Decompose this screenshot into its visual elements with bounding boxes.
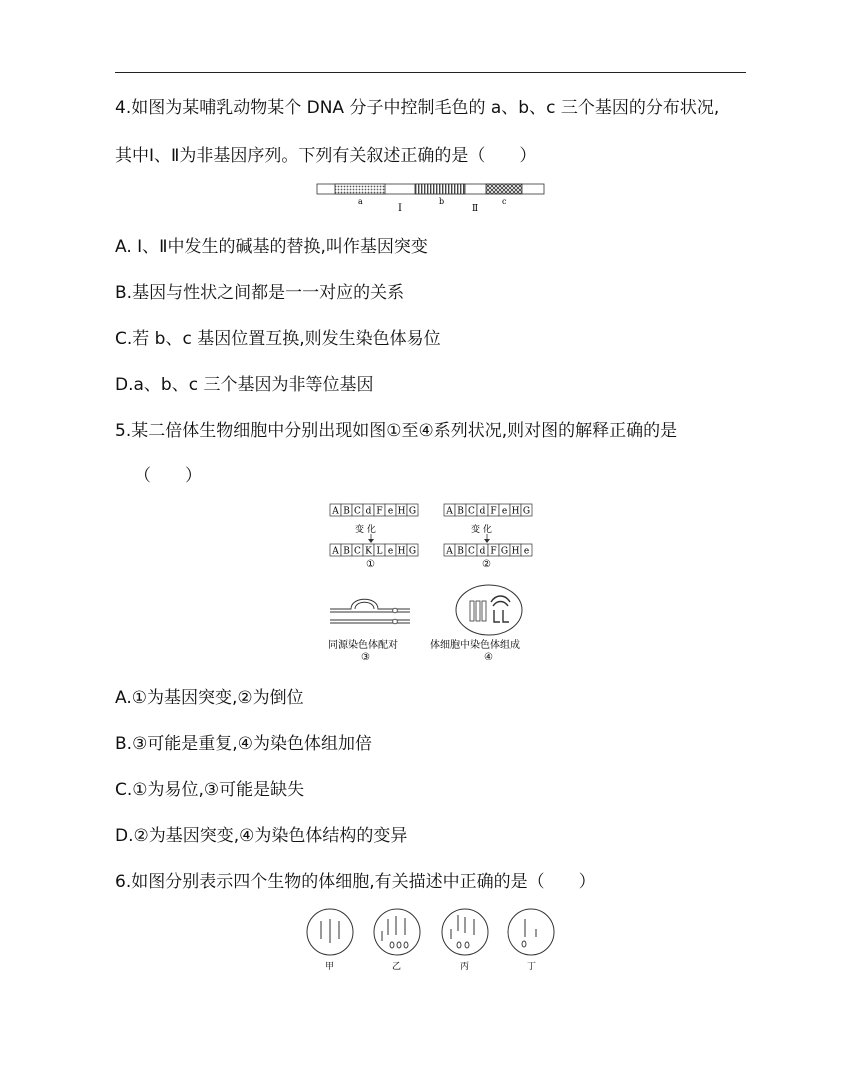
gene-letter: H (397, 506, 406, 517)
gene-letter: d (479, 546, 486, 557)
gene-letter: B (457, 546, 464, 557)
gene-label-c: c (502, 197, 507, 206)
gene-letter: L (376, 546, 383, 557)
gene-letter: e (387, 546, 394, 557)
panel1-number: ① (366, 559, 375, 570)
gene-b-segment (415, 184, 465, 194)
q5-stem-line1: 5.某二倍体生物细胞中分别出现如图①至④系列状况,则对图的解释正确的是 (115, 421, 678, 441)
q6-stem-line1: 6.如图分别表示四个生物的体细胞,有关描述中正确的是（ ） (115, 872, 596, 892)
panel4-caption: 体细胞中染色体组成 (430, 640, 520, 651)
gene-letter: F (376, 506, 383, 517)
q5-option-a: A.①为基因突变,②为倒位 (115, 688, 304, 708)
gene-letter: A (332, 546, 339, 557)
gene-letter: e (523, 546, 530, 557)
gene-label-a: a (358, 197, 363, 206)
gene-c-segment (486, 184, 522, 194)
gene-letter: H (397, 546, 406, 557)
q4-option-d: D.a、b、c 三个基因为非等位基因 (115, 375, 374, 395)
q5-option-c: C.①为易位,③可能是缺失 (115, 780, 305, 800)
gene-letter: A (332, 506, 339, 517)
q4-option-c: C.若 b、c 基因位置互换,则发生染色体易位 (115, 329, 441, 349)
gene-a-segment (335, 184, 385, 194)
gene-label-I: Ⅰ (398, 203, 402, 214)
cell-label-jia: 甲 (325, 962, 335, 972)
cell-label-ding: 丁 (527, 962, 537, 972)
gene-letter: G (522, 506, 531, 517)
gene-letter: G (408, 506, 417, 517)
gene-letter: B (457, 506, 464, 517)
cell-label-bing: 丙 (460, 962, 470, 972)
panel2-bottom-row (444, 544, 532, 557)
panel4-number: ④ (484, 652, 493, 660)
gene-letter: K (365, 546, 372, 557)
cell-bing (442, 909, 488, 955)
gene-letter: G (408, 546, 417, 557)
cell-jia (307, 909, 353, 955)
gene-letter: H (511, 506, 520, 517)
gene-letter: F (490, 506, 497, 517)
gene-letter: B (343, 506, 350, 517)
cell-ding (508, 909, 554, 955)
gene-letter: d (479, 506, 486, 517)
panel3-number: ③ (361, 652, 370, 660)
gene-letter: d (365, 506, 372, 517)
panel2-top-row (444, 504, 532, 517)
gene-letter: F (490, 546, 497, 557)
gene-letter: C (468, 546, 475, 557)
cell-yi (374, 909, 420, 955)
q4-stem-line1: 4.如图为某哺乳动物某个 DNA 分子中控制毛色的 a、b、c 三个基因的分布状况, (115, 98, 720, 118)
gene-letter: C (354, 506, 361, 517)
panel2-arrow-head (484, 539, 490, 543)
gene-letter: e (387, 506, 394, 517)
cell-label-yi: 乙 (392, 962, 402, 972)
panel1-change-label: 变 化 (355, 525, 376, 535)
panel2-number: ② (482, 559, 491, 570)
panel2-change-label: 变 化 (471, 525, 492, 535)
panel1-bottom-row (330, 544, 418, 557)
panel3-chromosome-pair (330, 599, 410, 624)
gene-letter: C (354, 546, 361, 557)
q5-option-b: B.③可能是重复,④为染色体组加倍 (115, 734, 372, 754)
q4-dna-figure (316, 182, 546, 214)
gene-letter: B (343, 546, 350, 557)
header-rule (115, 72, 746, 73)
gene-label-b: b (439, 197, 445, 206)
panel3-caption: 同源染色体配对 (328, 640, 398, 651)
panel1-arrow-head (368, 539, 374, 543)
gene-letter: e (501, 506, 508, 517)
q5-stem-line2: （ ） (134, 466, 202, 486)
q5-option-d: D.②为基因突变,④为染色体结构的变异 (115, 826, 408, 846)
q6-cells-figure (304, 905, 560, 977)
gene-letter: H (511, 546, 520, 557)
q4-stem-line2: 其中Ⅰ、Ⅱ为非基因序列。下列有关叙述正确的是（ ） (115, 146, 537, 166)
gene-letter: A (446, 506, 453, 517)
q5-figure (326, 500, 536, 660)
panel4-cell (456, 585, 522, 635)
panel1-top-row (330, 504, 418, 517)
q4-option-a: A. Ⅰ、Ⅱ中发生的碱基的替换,叫作基因突变 (115, 237, 428, 257)
gene-letter: G (500, 546, 509, 557)
gene-letter: C (468, 506, 475, 517)
q4-option-b: B.基因与性状之间都是一一对应的关系 (115, 283, 405, 303)
gene-label-II: Ⅱ (472, 204, 479, 214)
gene-letter: A (446, 546, 453, 557)
